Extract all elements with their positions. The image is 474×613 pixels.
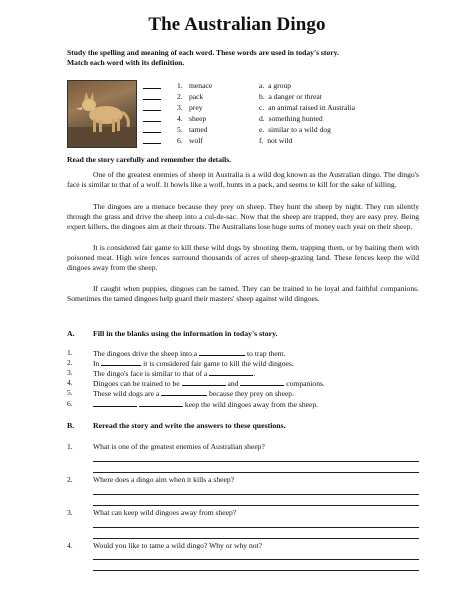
fill-blank-number-3: 3.: [67, 368, 73, 377]
fill-blank-item-2: [93, 358, 294, 368]
vocab-definition-text: not wild: [267, 136, 293, 145]
vocab-number: 6.: [177, 136, 183, 145]
fill-blank-number-6: 6.: [67, 399, 73, 408]
vocab-definition: [259, 91, 322, 102]
answer-line[interactable]: [93, 494, 419, 495]
vocab-instruction-line2: Match each word with its definition.: [67, 58, 185, 67]
vocab-answer-blank[interactable]: [143, 121, 161, 122]
vocab-definition-text: something hunted: [268, 114, 323, 123]
fill-blank-item-1: [93, 348, 286, 358]
dingo-illustration: [68, 81, 136, 147]
answer-line[interactable]: [93, 505, 419, 506]
fill-blank-text: .: [253, 369, 256, 378]
vocab-definition-letter: a.: [259, 81, 265, 90]
answer-line[interactable]: [93, 538, 419, 539]
section-b-heading: Reread the story and write the answers to these questions.: [93, 421, 286, 430]
vocab-definition: [259, 135, 292, 146]
section-a-heading: Fill in the blanks using the information in today's story.: [93, 329, 278, 338]
fill-blank-number-5: 5.: [67, 388, 73, 397]
fill-blank-text: and: [227, 379, 239, 388]
vocab-answer-blank[interactable]: [143, 110, 161, 111]
vocab-word: sheep: [189, 114, 207, 123]
vocab-word: menace: [189, 81, 213, 90]
fill-blank-text: The dingo's face is similar to that of a: [93, 369, 208, 378]
question-text-1: What is one of the greatest enemies of Australian sheep?: [93, 442, 265, 451]
fill-blank-number-1: 1.: [67, 348, 73, 357]
fill-blank-text: Dingoes can be trained to be: [93, 379, 180, 388]
fill-blank-text: In: [93, 359, 100, 368]
answer-blank[interactable]: [93, 399, 137, 407]
question-number-4: 4.: [67, 541, 73, 550]
page-title: The Australian Dingo: [148, 14, 326, 35]
vocab-number: 3.: [177, 103, 183, 112]
fill-blank-text: it is considered fair game to kill the wild dingoes.: [143, 359, 294, 368]
question-number-1: 1.: [67, 442, 73, 451]
vocab-word: wolf: [189, 136, 203, 145]
question-number-2: 2.: [67, 475, 73, 484]
vocab-definition-letter: f.: [259, 136, 264, 145]
fill-blank-text: These wild dogs are a: [93, 389, 160, 398]
vocab-number: 1.: [177, 81, 183, 90]
fill-blank-number-4: 4.: [67, 378, 73, 387]
answer-blank[interactable]: [161, 388, 207, 396]
answer-blank[interactable]: [101, 358, 141, 366]
vocab-definition-text: a group: [268, 81, 292, 90]
fill-blank-text: The dingoes drive the sheep into a: [93, 349, 198, 358]
fill-blank-text: companions.: [286, 379, 325, 388]
vocab-word: prey: [189, 103, 203, 112]
story-paragraph-3: It is considered fair game to kill these wild dogs by shooting them, trapping them, or by baiting them with poisoned meat. High wire fences surround thousands of acres of sheep-grazing land. These fences keep the wild dingoes away from the sheep.: [67, 243, 419, 272]
section-b-letter: B.: [67, 421, 75, 430]
question-text-2: Where does a dingo aim when it kills a sheep?: [93, 475, 235, 484]
vocab-definition-text: an animal raised in Australia: [268, 103, 355, 112]
fill-blank-text: because they prey on sheep.: [209, 389, 295, 398]
story-paragraph-4: If caught when puppies, dingoes can be tamed. They can be trained to be loyal and faithful companions. Sometimes the tamed dingoes help guard their masters' sheep against wild dingoes.: [67, 284, 419, 303]
answer-line[interactable]: [93, 472, 419, 473]
vocab-definition-letter: e.: [259, 125, 265, 134]
vocab-instruction-line1: Study the spelling and meaning of each word. These words are used in today's story.: [67, 48, 339, 57]
answer-blank[interactable]: [139, 399, 183, 407]
question-number-3: 3.: [67, 508, 73, 517]
fill-blank-number-2: 2.: [67, 358, 73, 367]
vocab-answer-blank[interactable]: [143, 143, 161, 144]
vocab-answer-blank[interactable]: [143, 99, 161, 100]
vocab-number: 2.: [177, 92, 183, 101]
fill-blank-item-3: [93, 368, 255, 378]
vocab-number: 4.: [177, 114, 183, 123]
vocab-word: tamed: [189, 125, 208, 134]
answer-line[interactable]: [93, 559, 419, 560]
answer-line[interactable]: [93, 570, 419, 571]
vocab-number: 5.: [177, 125, 183, 134]
read-instruction: Read the story carefully and remember the details.: [67, 155, 232, 164]
fill-blank-text: to trap them.: [247, 349, 286, 358]
question-text-4: Would you like to tame a wild dingo? Why or why not?: [93, 541, 263, 550]
question-text-3: What can keep wild dingoes away from sheep?: [93, 508, 237, 517]
fill-blank-item-5: [93, 388, 294, 398]
dingo-photo: [67, 80, 137, 148]
answer-blank[interactable]: [209, 368, 256, 378]
vocab-answer-blank[interactable]: [143, 132, 161, 133]
answer-line[interactable]: [93, 527, 419, 528]
vocab-definition-letter: b.: [259, 92, 265, 101]
vocab-definition-text: a danger or threat: [268, 92, 322, 101]
answer-blank[interactable]: [182, 378, 226, 386]
vocab-definition: [259, 80, 291, 91]
section-a-letter: A.: [67, 329, 75, 338]
vocab-word: pack: [189, 92, 204, 101]
fill-blank-text: keep the wild dingoes away from the sheep.: [184, 400, 319, 409]
vocab-answer-blank[interactable]: [143, 88, 161, 89]
answer-blank[interactable]: [240, 378, 284, 386]
vocab-definition-text: similar to a wild dog: [268, 125, 331, 134]
answer-blank[interactable]: [199, 348, 245, 356]
story-paragraph-2: The dingoes are a menace because they prey on sheep. They hunt the sheep by night. They run silently through the grass and drive the sheep into a cul-de-sac. Now that the sheep are trapped, they are easy prey. Being expert killers, the dingoes aim at their throats. The Australians lose huge sums of money each year on their sheep.: [67, 202, 419, 231]
fill-blank-item-4: [93, 378, 325, 388]
vocab-definition-letter: c.: [259, 103, 265, 112]
story-paragraph-1: One of the greatest enemies of sheep in Australia is a wild dog known as the Australian dingo. The dingo's face is similar to that of a wolf. It howls like a wolf, hunts in a pack, and seems to kill for the sake of killing.: [67, 170, 419, 189]
answer-line[interactable]: [93, 461, 419, 462]
vocab-definition: [259, 124, 331, 135]
vocab-definition: [259, 102, 355, 113]
fill-blank-item-6: [93, 399, 318, 409]
vocab-definition-letter: d.: [259, 114, 265, 123]
vocab-definition: [259, 113, 323, 124]
